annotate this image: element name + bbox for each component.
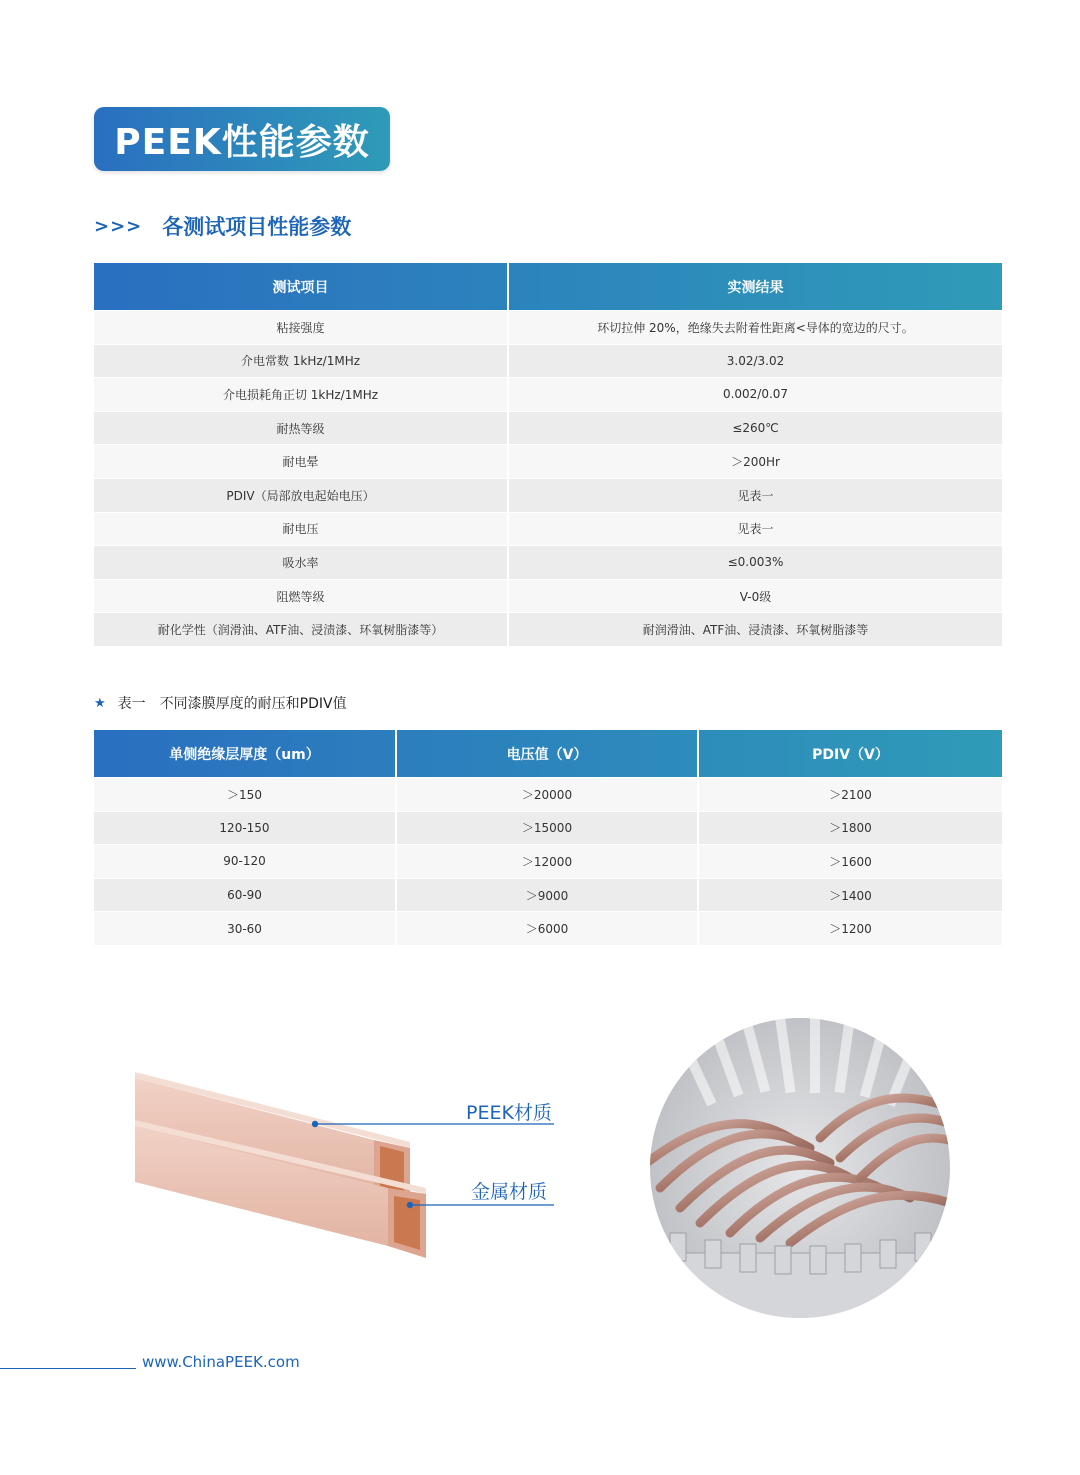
result-cell: ＞200Hr (508, 445, 1002, 479)
table-row (94, 613, 1002, 646)
flat-wire-illustration (130, 1060, 570, 1270)
test-item-cell: 粘接强度 (94, 311, 508, 345)
table-header-cell: 电压值（V） (396, 730, 698, 778)
test-item-cell: 介电常数 1kHz/1MHz (94, 344, 508, 378)
result-cell: ≤260℃ (508, 411, 1002, 445)
peek-material-label: PEEK材质 (466, 1102, 552, 1124)
test-item-cell: 介电损耗角正切 1kHz/1MHz (94, 378, 508, 412)
pdiv-cell: ＞1800 (698, 811, 1002, 845)
table-header-row (94, 263, 1002, 311)
caption-number: 表一 (117, 696, 146, 712)
footer-divider (0, 1368, 136, 1369)
section-title: 各测试项目性能参数 (162, 215, 352, 239)
test-item-cell: 耐电晕 (94, 445, 508, 479)
table-row (94, 478, 1002, 512)
stator-photo (650, 1018, 950, 1318)
voltage-cell: ＞20000 (396, 778, 698, 812)
pdiv-table (94, 730, 1002, 945)
page-title: PEEK性能参数 (94, 107, 390, 171)
table-row (94, 778, 1002, 812)
performance-table (94, 263, 1002, 646)
star-icon: ★ (94, 695, 106, 711)
table-row (94, 811, 1002, 845)
pdiv-cell: ＞2100 (698, 778, 1002, 812)
test-item-cell: 吸水率 (94, 546, 508, 580)
table-caption (94, 692, 347, 714)
table-header-cell: 测试项目 (94, 263, 508, 311)
result-cell: V-0级 (508, 579, 1002, 613)
thickness-cell: ＞150 (94, 778, 396, 812)
result-cell: 耐润滑油、ATF油、浸渍漆、环氧树脂漆等 (508, 613, 1002, 646)
table-row (94, 411, 1002, 445)
table-row (94, 912, 1002, 945)
test-item-cell: 耐电压 (94, 512, 508, 546)
peek-leader-dot (312, 1121, 318, 1127)
result-cell: ≤0.003% (508, 546, 1002, 580)
table-row (94, 445, 1002, 479)
pdiv-cell: ＞1400 (698, 878, 1002, 912)
test-item-cell: 耐热等级 (94, 411, 508, 445)
test-item-cell: 阻燃等级 (94, 579, 508, 613)
table-row (94, 878, 1002, 912)
footer-website-link[interactable]: www.ChinaPEEK.com (142, 1353, 300, 1371)
metal-material-label: 金属材质 (471, 1181, 548, 1203)
metal-leader-dot (407, 1202, 413, 1208)
voltage-cell: ＞6000 (396, 912, 698, 945)
table-row (94, 311, 1002, 345)
caption-text: 不同漆膜厚度的耐压和PDIV值 (159, 696, 347, 712)
result-cell: 3.02/3.02 (508, 344, 1002, 378)
table-header-cell: PDIV（V） (812, 746, 889, 763)
voltage-cell: ＞12000 (396, 845, 698, 879)
voltage-cell: ＞15000 (396, 811, 698, 845)
table-row (94, 378, 1002, 412)
table-row (94, 512, 1002, 546)
result-cell: 见表一 (508, 478, 1002, 512)
thickness-cell: 120-150 (94, 811, 396, 845)
thickness-cell: 90-120 (94, 845, 396, 879)
result-cell: 0.002/0.07 (508, 378, 1002, 412)
thickness-cell: 30-60 (94, 912, 396, 945)
section-arrows: >>> (94, 215, 143, 237)
table-header-cell: 单侧绝缘层厚度（um） (94, 730, 396, 778)
table-row (94, 546, 1002, 580)
table-header-row (94, 730, 1002, 778)
result-cell: 环切拉伸 20%，绝缘失去附着性距离<导体的宽边的尺寸。 (508, 311, 1002, 345)
result-cell: 见表一 (508, 512, 1002, 546)
voltage-cell: ＞9000 (396, 878, 698, 912)
table-row (94, 344, 1002, 378)
section-heading (94, 208, 351, 244)
table-row (94, 579, 1002, 613)
pdiv-cell: ＞1600 (698, 845, 1002, 879)
table-header-cell: 实测结果 (727, 279, 784, 296)
pdiv-cell: ＞1200 (698, 912, 1002, 945)
test-item-cell: 耐化学性（润滑油、ATF油、浸渍漆、环氧树脂漆等） (94, 613, 508, 646)
table-row (94, 845, 1002, 879)
thickness-cell: 60-90 (94, 878, 396, 912)
test-item-cell: PDIV（局部放电起始电压） (94, 478, 508, 512)
